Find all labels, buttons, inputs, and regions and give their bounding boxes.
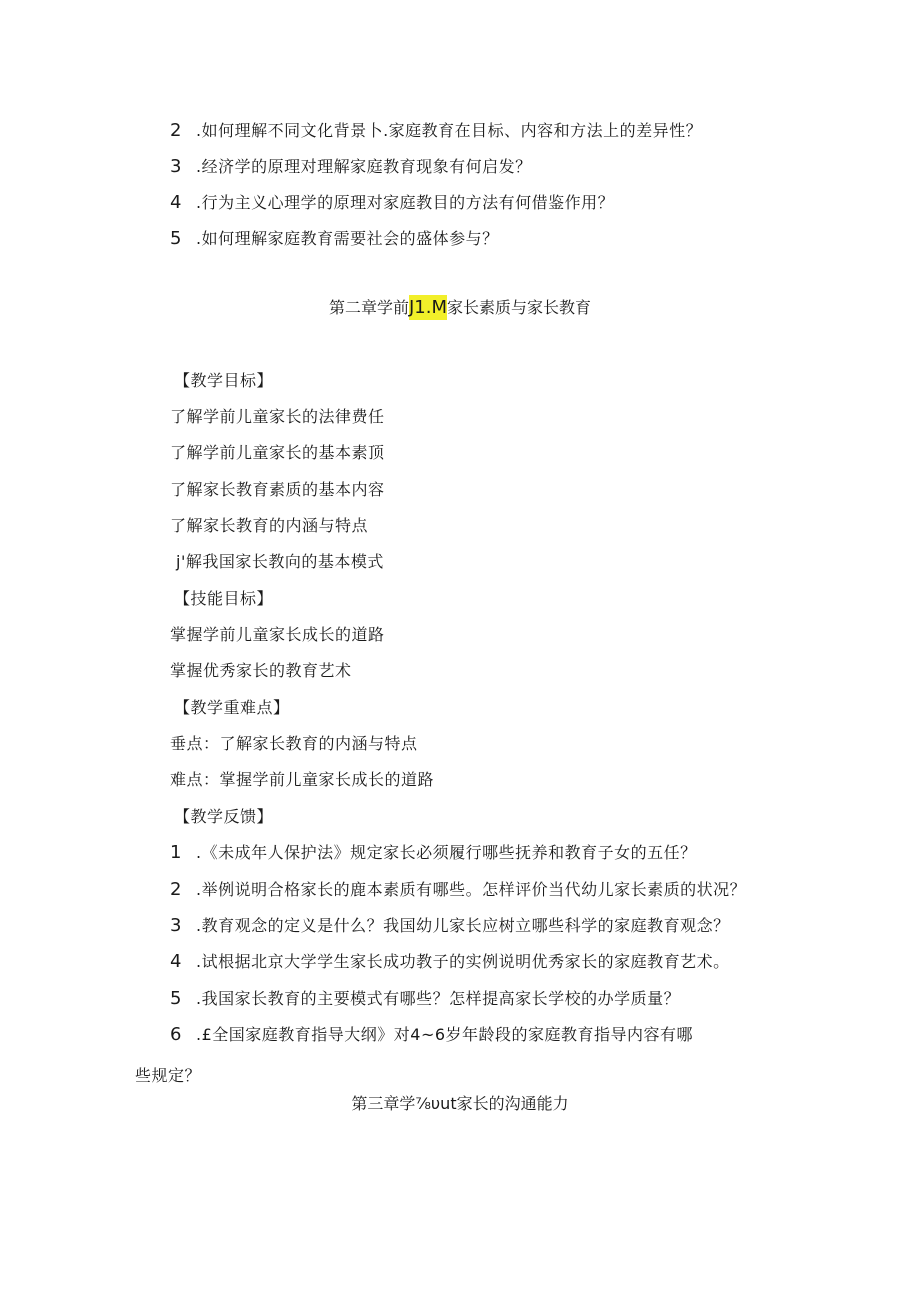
question-text: .行为主义心理学的原理对家庭教目的方法有何借鉴作用？ [196, 193, 615, 212]
chapter-title-prefix: 第二章学前 [328, 298, 409, 317]
question-number: 5 [170, 228, 182, 249]
skill-goal-item: 掌握学前儿童家长成长的道路 [170, 625, 385, 644]
question-number: 4 [170, 192, 182, 213]
teaching-goal-item: 了解家长教育的内涵与特点 [170, 516, 369, 535]
skill-goal-item: 掌握优秀家长的教育艺术 [170, 661, 352, 680]
teaching-goal-item: 了解学前儿童家长的法律费任 [170, 407, 385, 426]
feedback-text: .试根据北京大学学生家长成功教子的实例说明优秀家长的家庭教育艺术。 [196, 952, 730, 971]
feedback-text: .教育观念的定义是什么？我国幼儿家长应树立哪些科学的家庭教育观念？ [196, 916, 730, 935]
teaching-goal-item: 了解家长教育素质的基本内容 [170, 480, 385, 499]
feedback-number: 5 [170, 988, 182, 1009]
key-points-heading: 【教学重难点】 [174, 698, 290, 717]
feedback-item-3 [170, 915, 730, 937]
feedback-item-6 [170, 1024, 693, 1046]
feedback-item-5 [170, 988, 680, 1010]
feedback-number: 4 [170, 951, 182, 972]
question-text: .经济学的原理对理解家庭教育现象有何启发？ [196, 157, 532, 176]
feedback-item-4 [170, 951, 730, 973]
highlighted-text: J1.M [408, 297, 447, 318]
feedback-item-1 [170, 842, 697, 864]
key-point-item: 难点：掌握学前儿童家长成长的道路 [170, 770, 435, 789]
question-ch1-3 [170, 156, 532, 178]
teaching-goal-item: 了解学前儿童家长的基本素顶 [170, 443, 385, 462]
question-text: .如何理解不同文化背景卜.家庭教育在目标、内容和方法上的差异性？ [196, 121, 703, 140]
feedback-text: .举例说明合格家长的鹿本素质有哪些。怎样评价当代幼儿家长素质的状况？ [196, 880, 747, 899]
feedback-heading: 【教学反馈】 [174, 807, 274, 826]
feedback-item-6-continuation: 些规定？ [135, 1066, 202, 1085]
feedback-item-2 [170, 879, 746, 901]
question-ch1-5 [170, 228, 499, 250]
question-number: 3 [170, 156, 182, 177]
question-number: 2 [170, 120, 182, 141]
feedback-text: .£全国家庭教育指导大纲》对4~6岁年龄段的家庭教育指导内容有哪 [196, 1025, 694, 1044]
feedback-text: .《未成年人保护法》规定家长必须履行哪些抚养和教育子女的五任？ [196, 843, 697, 862]
feedback-number: 1 [170, 842, 182, 863]
feedback-number: 2 [170, 879, 182, 900]
chapter-2-title [0, 297, 920, 319]
question-ch1-2 [170, 120, 702, 142]
question-text: .如何理解家庭教育需要社会的盛体参与？ [196, 229, 499, 248]
key-point-item: 垂点：了解家长教育的内涵与特点 [170, 734, 418, 753]
question-ch1-4 [170, 192, 614, 214]
teaching-goals-heading: 【教学目标】 [174, 371, 274, 390]
chapter-3-title: 第三章学⅞υut家长的沟通能力 [351, 1094, 569, 1113]
feedback-number: 3 [170, 915, 182, 936]
teaching-goal-item: j'解我国家长教向的基本模式 [176, 552, 384, 571]
chapter-title-suffix: 家长素质与家长教育 [447, 298, 592, 317]
feedback-number: 6 [170, 1024, 182, 1045]
feedback-text: .我国家长教育的主要模式有哪些？怎样提高家长学校的办学质量？ [196, 989, 681, 1008]
skill-goals-heading: 【技能目标】 [174, 589, 274, 608]
